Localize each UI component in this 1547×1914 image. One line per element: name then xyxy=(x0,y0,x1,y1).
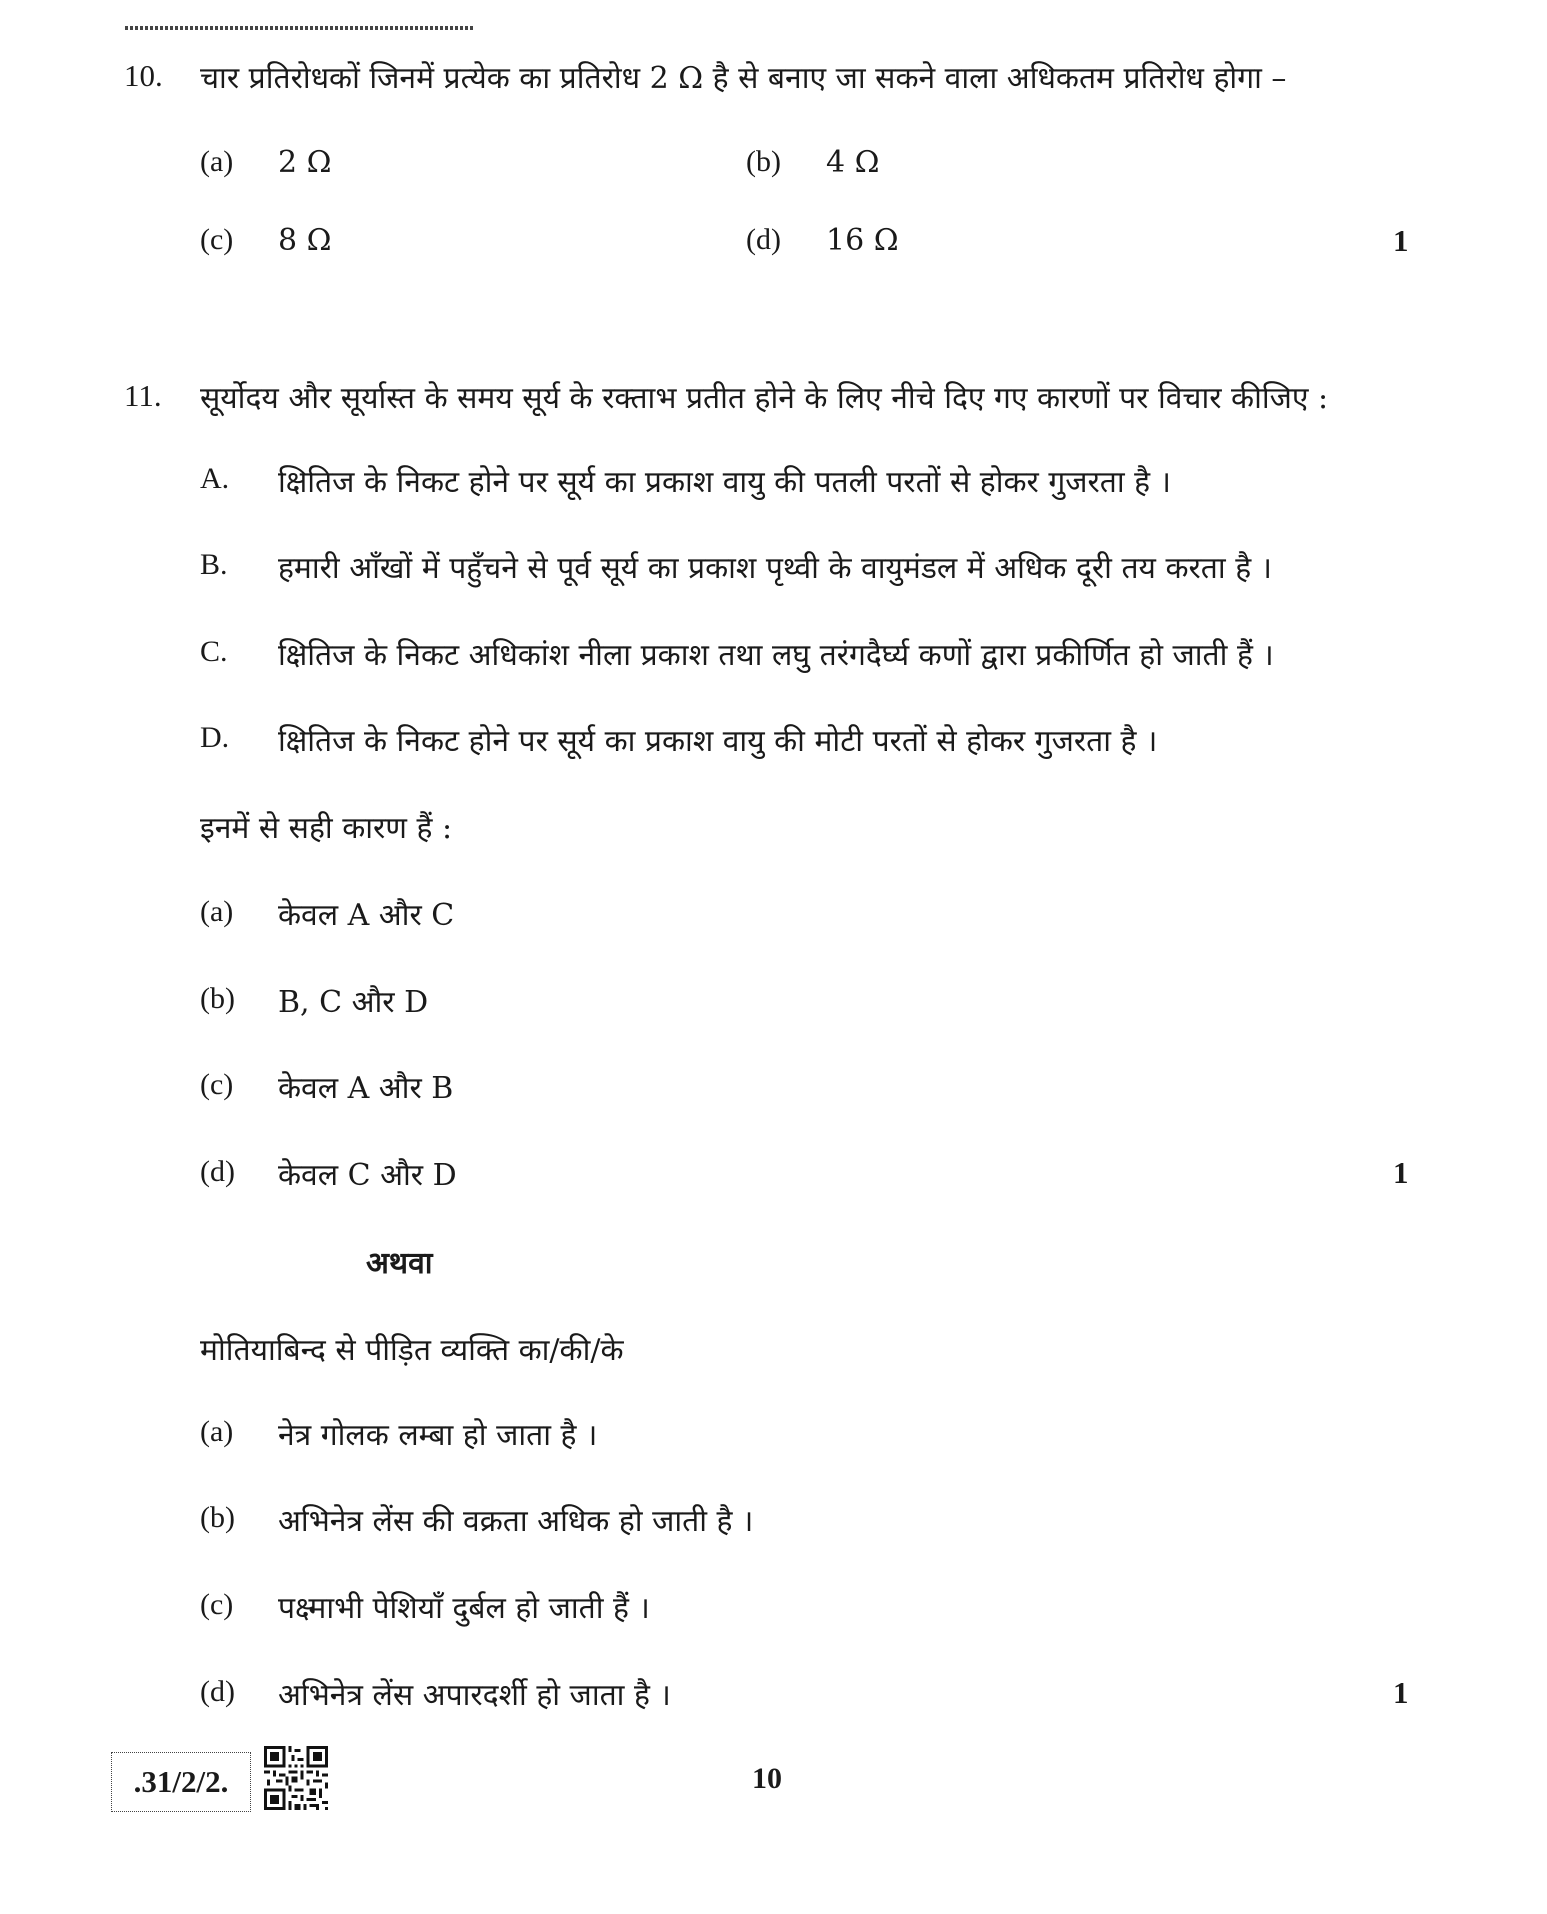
header-security-strip xyxy=(125,26,475,30)
q10-option-b-label: (b) xyxy=(746,145,781,178)
q11-statement-b-label: B. xyxy=(200,548,228,581)
or-option-a-text: नेत्र गोलक लम्बा हो जाता है । xyxy=(278,1418,598,1453)
q10-marks: 1 xyxy=(1393,223,1409,258)
q11-statement-d-text: क्षितिज के निकट होने पर सूर्य का प्रकाश वायु की मोटी परतों से होकर गुजरता है । xyxy=(278,724,1158,759)
q10-option-a-text: 2 Ω xyxy=(278,145,332,180)
q11-option-b-label: (b) xyxy=(200,982,235,1015)
q10-option-d-label: (d) xyxy=(746,223,781,256)
q11-statement-a-text: क्षितिज के निकट होने पर सूर्य का प्रकाश वायु की पतली परतों से होकर गुजरता है । xyxy=(278,465,1172,500)
q10-text: चार प्रतिरोधकों जिनमें प्रत्येक का प्रतिरोध 2 Ω है से बनाए जा सकने वाला अधिकतम प्रतिरोध होगा – xyxy=(200,61,1287,96)
q11-number: 11. xyxy=(124,378,162,413)
q11-statement-c-label: C. xyxy=(200,635,228,668)
q10-option-c-label: (c) xyxy=(200,223,234,256)
q10-number: 10. xyxy=(124,58,163,93)
q11-statement-b-text: हमारी आँखों में पहुँचने से पूर्व सूर्य का प्रकाश पृथ्वी के वायुमंडल में अधिक दूरी तय करता है । xyxy=(278,551,1273,586)
q11-option-a-label: (a) xyxy=(200,895,234,928)
or-option-a-label: (a) xyxy=(200,1415,234,1448)
page-number: 10 xyxy=(752,1762,782,1795)
qr-code-icon xyxy=(264,1746,328,1810)
or-question-text: मोतियाबिन्द से पीड़ित व्यक्ति का/की/के xyxy=(200,1333,624,1368)
or-option-b-label: (b) xyxy=(200,1501,235,1534)
q10-option-b-text: 4 Ω xyxy=(826,145,880,180)
q11-option-d-label: (d) xyxy=(200,1155,235,1188)
or-option-d-text: अभिनेत्र लेंस अपारदर्शी हो जाता है । xyxy=(278,1678,671,1713)
q11-statement-a-label: A. xyxy=(200,462,230,495)
or-option-c-text: पक्ष्माभी पेशियाँ दुर्बल हो जाती हैं । xyxy=(278,1591,650,1626)
or-option-d-label: (d) xyxy=(200,1675,235,1708)
q11-option-a-text: केवल A और C xyxy=(278,898,455,933)
q11-option-c-label: (c) xyxy=(200,1068,234,1101)
q11-statement-d-label: D. xyxy=(200,721,230,754)
q10-option-a-label: (a) xyxy=(200,145,234,178)
or-option-b-text: अभिनेत्र लेंस की वक्रता अधिक हो जाती है । xyxy=(278,1504,754,1539)
paper-code: .31/2/2. xyxy=(111,1752,251,1812)
q11-option-c-text: केवल A और B xyxy=(278,1071,454,1106)
q11-text: सूर्योदय और सूर्यास्त के समय सूर्य के रक्ताभ प्रतीत होने के लिए नीचे दिए गए कारणों पर विचार कीजिए : xyxy=(200,381,1329,416)
or-option-c-label: (c) xyxy=(200,1588,234,1621)
or-marks: 1 xyxy=(1393,1675,1409,1710)
q11-statement-c-text: क्षितिज के निकट अधिकांश नीला प्रकाश तथा लघु तरंगदैर्घ्य कणों द्वारा प्रकीर्णित हो जाती हैं । xyxy=(278,638,1274,673)
q11-marks: 1 xyxy=(1393,1155,1409,1190)
q10-option-d-text: 16 Ω xyxy=(826,223,899,258)
q11-option-b-text: B, C और D xyxy=(278,985,429,1020)
or-label: अथवा xyxy=(366,1246,433,1281)
q11-prompt: इनमें से सही कारण हैं : xyxy=(200,811,453,846)
q10-option-c-text: 8 Ω xyxy=(278,223,332,258)
q11-option-d-text: केवल C और D xyxy=(278,1158,457,1193)
